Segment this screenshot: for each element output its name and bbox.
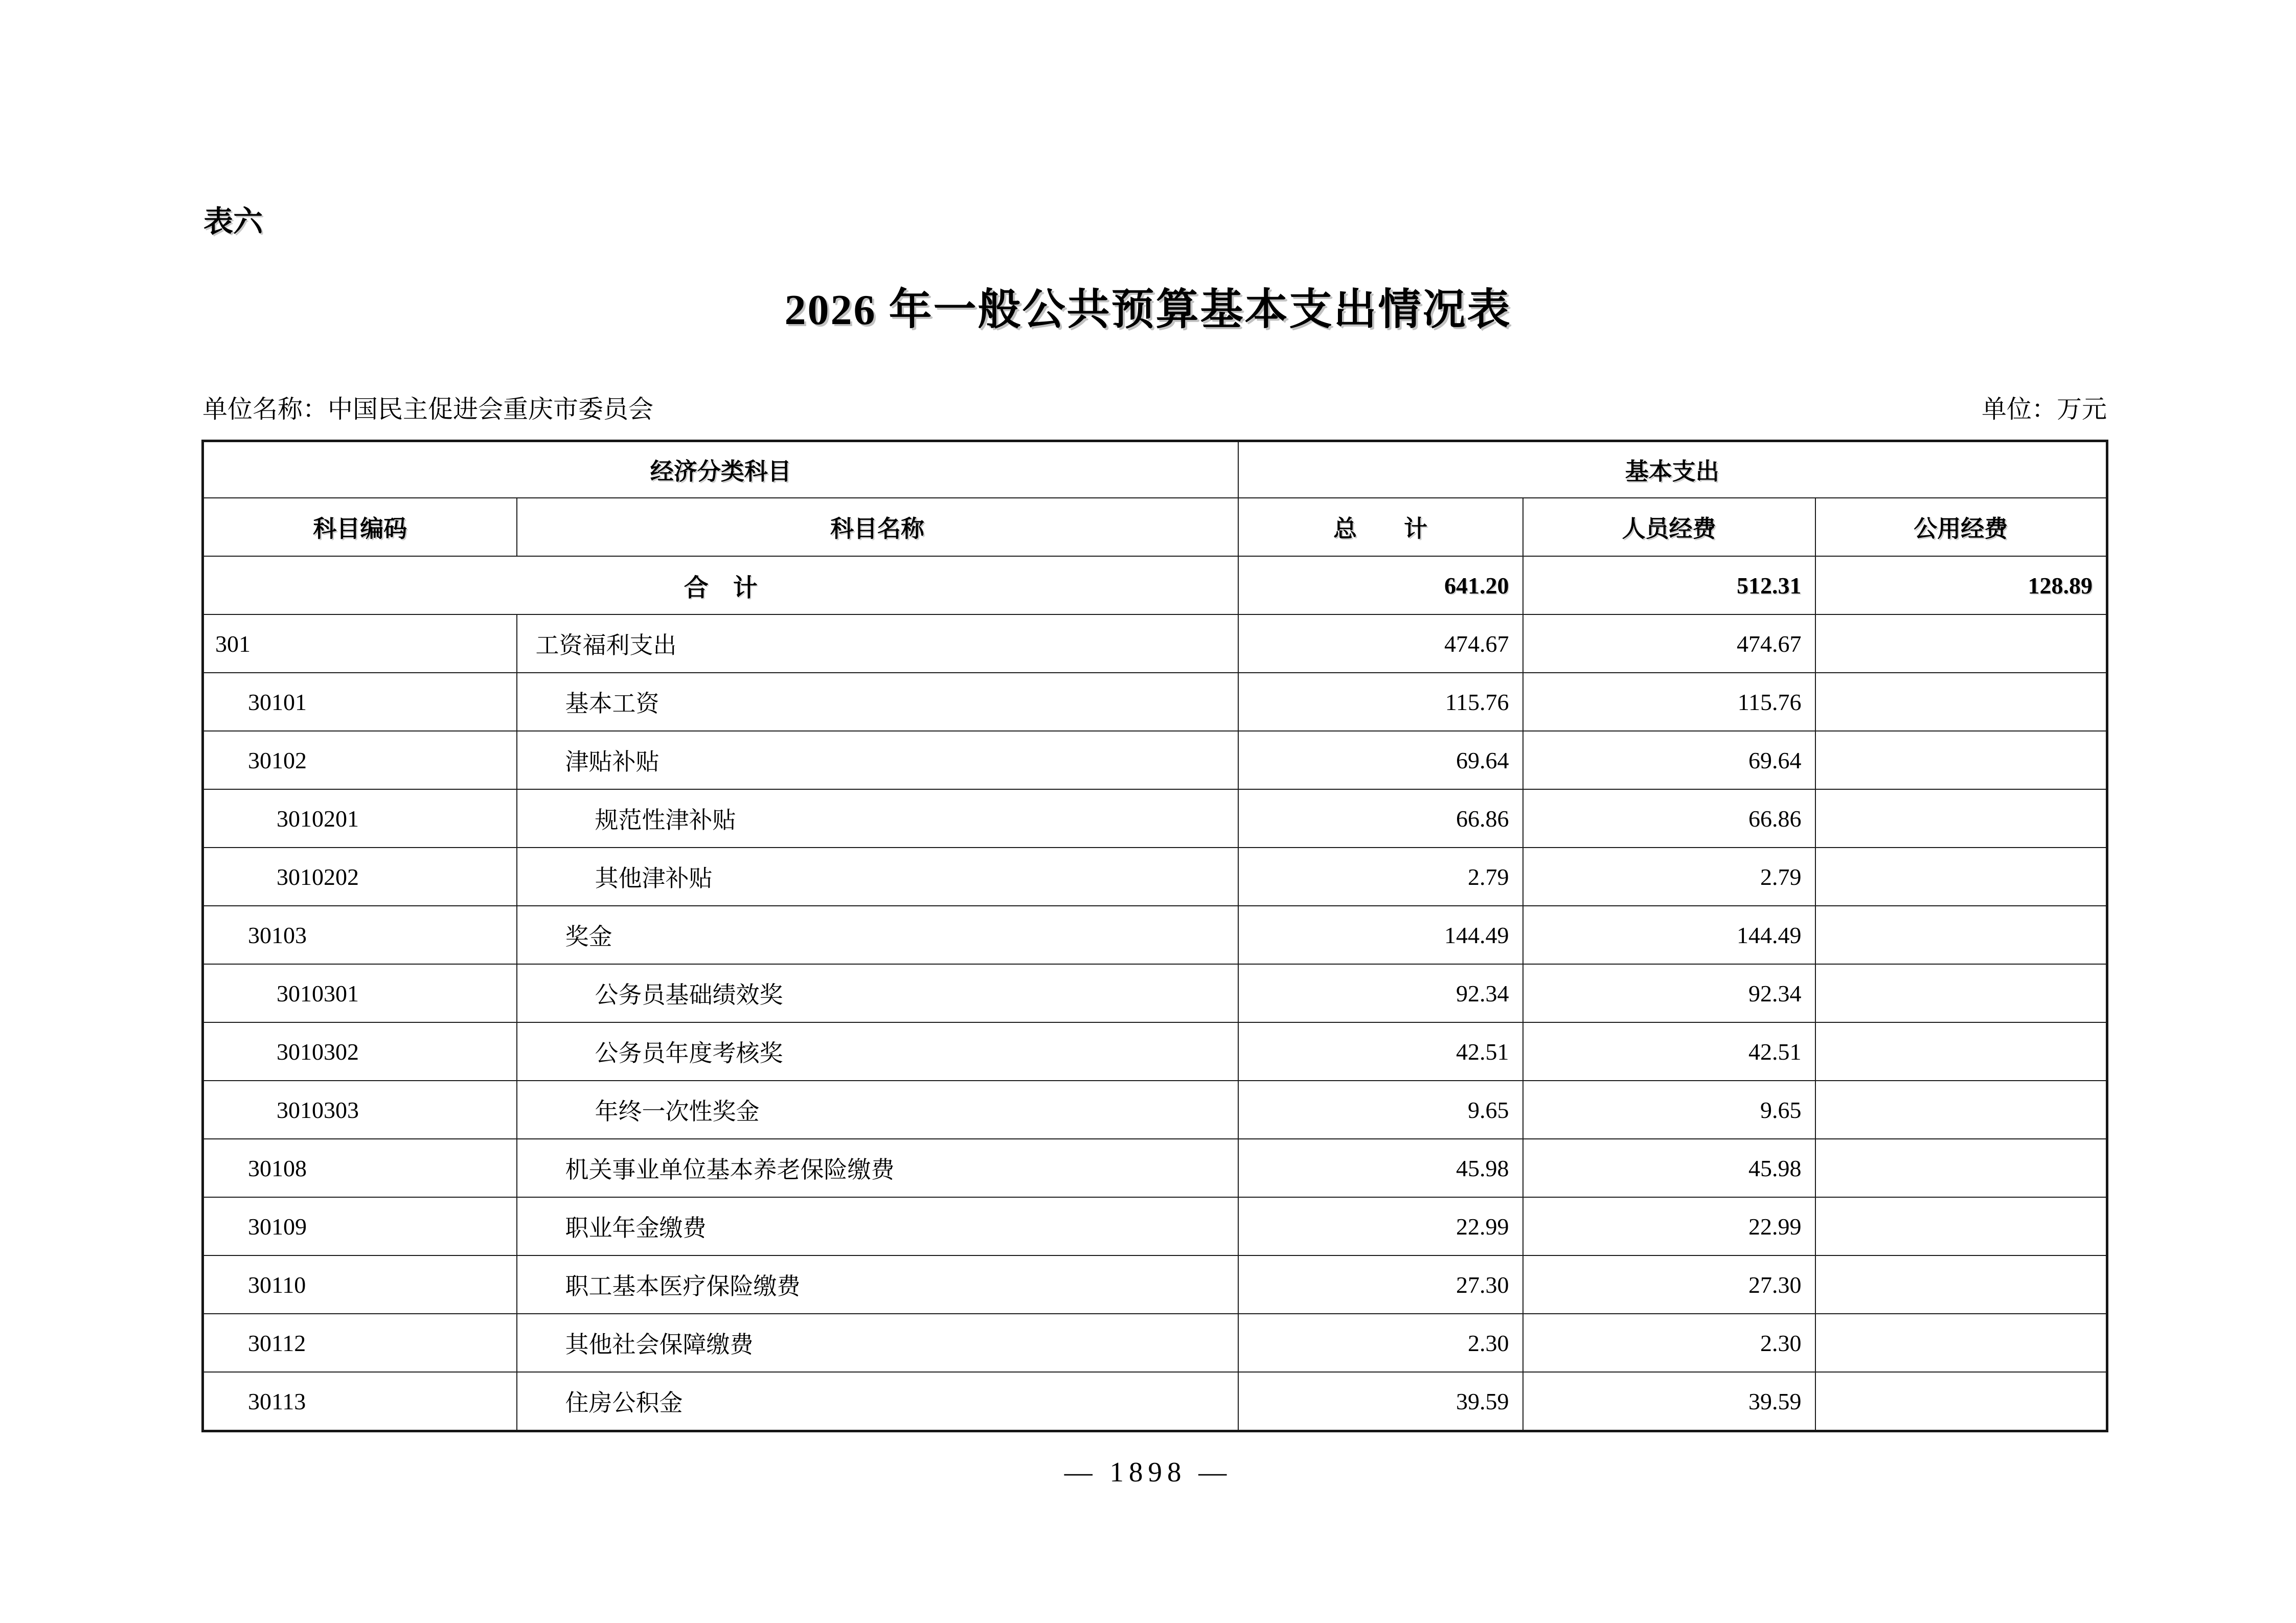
public-funds-cell: [1815, 614, 2107, 673]
public-funds-cell: [1815, 1255, 2107, 1314]
unit-name-label: 单位名称：中国民主促进会重庆市委员会: [202, 395, 654, 423]
public-funds-cell: [1815, 1081, 2107, 1139]
subject-name-cell: 机关事业单位基本养老保险缴费: [517, 1139, 1238, 1197]
table-row: [203, 848, 2107, 906]
public-funds-cell: [1815, 1372, 2107, 1431]
subject-name-cell: 年终一次性奖金: [517, 1081, 1238, 1139]
public-funds-cell: [1815, 906, 2107, 964]
subject-name-cell: 基本工资: [517, 673, 1238, 731]
public-funds-cell: [1815, 964, 2107, 1022]
table-number-label: 表六: [203, 205, 263, 238]
public-funds-cell: [1815, 1139, 2107, 1197]
column-header-row: [203, 498, 2107, 556]
table-row: [203, 614, 2107, 673]
subject-name-cell: 住房公积金: [517, 1372, 1238, 1431]
personnel-funds-cell: 27.30: [1523, 1255, 1815, 1314]
table-row: [203, 789, 2107, 848]
subject-code-cell: 30110: [203, 1255, 517, 1314]
total-value-cell: 22.99: [1238, 1197, 1523, 1255]
personnel-funds-cell: 2.79: [1523, 848, 1815, 906]
table-row: [203, 1255, 2107, 1314]
col-header-personnel-funds: 人员经费: [1523, 498, 1815, 556]
page-title: 2026 年一般公共预算基本支出情况表: [784, 286, 1512, 334]
subject-code-cell: 3010201: [203, 789, 517, 848]
subject-code-cell: 30103: [203, 906, 517, 964]
subject-name-cell: 津贴补贴: [517, 731, 1238, 789]
public-funds-cell: 128.89: [1815, 556, 2107, 614]
public-funds-cell: [1815, 673, 2107, 731]
subject-code-cell: 30102: [203, 731, 517, 789]
subject-name-cell: 其他社会保障缴费: [517, 1314, 1238, 1372]
total-value-cell: 69.64: [1238, 731, 1523, 789]
subject-code-cell: 30108: [203, 1139, 517, 1197]
personnel-funds-cell: 512.31: [1523, 556, 1815, 614]
table-body: [203, 556, 2107, 1431]
subject-code-cell: 3010301: [203, 964, 517, 1022]
table-row: [203, 906, 2107, 964]
table-row: [203, 1314, 2107, 1372]
subject-code-cell: 3010303: [203, 1081, 517, 1139]
table-row: [203, 1139, 2107, 1197]
col-header-subject-name: 科目名称: [517, 498, 1238, 556]
subject-name-cell: 公务员基础绩效奖: [517, 964, 1238, 1022]
subject-code-cell: 30112: [203, 1314, 517, 1372]
personnel-funds-cell: 92.34: [1523, 964, 1815, 1022]
page-number: — 1898 —: [1064, 1456, 1232, 1488]
table-row: [203, 673, 2107, 731]
public-funds-cell: [1815, 1022, 2107, 1081]
col-header-public-funds: 公用经费: [1815, 498, 2107, 556]
total-value-cell: 66.86: [1238, 789, 1523, 848]
total-value-cell: 27.30: [1238, 1255, 1523, 1314]
personnel-funds-cell: 69.64: [1523, 731, 1815, 789]
total-value-cell: 42.51: [1238, 1022, 1523, 1081]
table-row: [203, 1197, 2107, 1255]
personnel-funds-cell: 474.67: [1523, 614, 1815, 673]
subject-name-cell: 职工基本医疗保险缴费: [517, 1255, 1238, 1314]
subject-code-cell: 3010302: [203, 1022, 517, 1081]
personnel-funds-cell: 115.76: [1523, 673, 1815, 731]
total-value-cell: 39.59: [1238, 1372, 1523, 1431]
total-value-cell: 2.30: [1238, 1314, 1523, 1372]
subject-code-cell: 30109: [203, 1197, 517, 1255]
subject-name-cell: 其他津补贴: [517, 848, 1238, 906]
group-header-row: [203, 441, 2107, 498]
total-value-cell: 92.34: [1238, 964, 1523, 1022]
table-row: [203, 1081, 2107, 1139]
subject-name-cell: 公务员年度考核奖: [517, 1022, 1238, 1081]
personnel-funds-cell: 9.65: [1523, 1081, 1815, 1139]
personnel-funds-cell: 42.51: [1523, 1022, 1815, 1081]
col-header-subject-code: 科目编码: [203, 498, 517, 556]
group-header-economic-classification: 经济分类科目: [203, 441, 1238, 498]
subject-name-cell: 奖金: [517, 906, 1238, 964]
group-header-basic-expenditure: 基本支出: [1238, 441, 2107, 498]
total-value-cell: 144.49: [1238, 906, 1523, 964]
public-funds-cell: [1815, 731, 2107, 789]
public-funds-cell: [1815, 789, 2107, 848]
table-row: [203, 1372, 2107, 1431]
public-funds-cell: [1815, 1314, 2107, 1372]
subject-name-cell: 职业年金缴费: [517, 1197, 1238, 1255]
personnel-funds-cell: 2.30: [1523, 1314, 1815, 1372]
total-value-cell: 474.67: [1238, 614, 1523, 673]
personnel-funds-cell: 144.49: [1523, 906, 1815, 964]
table-row: [203, 964, 2107, 1022]
currency-unit-label: 单位：万元: [1981, 395, 2107, 423]
total-row-label: 合 计: [203, 556, 1238, 614]
table-row: [203, 731, 2107, 789]
subject-code-cell: 30113: [203, 1372, 517, 1431]
subject-code-cell: 301: [203, 614, 517, 673]
col-header-total: 总 计: [1238, 498, 1523, 556]
public-funds-cell: [1815, 1197, 2107, 1255]
budget-table: [201, 440, 2108, 1432]
subject-name-cell: 工资福利支出: [517, 614, 1238, 673]
total-value-cell: 115.76: [1238, 673, 1523, 731]
personnel-funds-cell: 22.99: [1523, 1197, 1815, 1255]
total-value-cell: 2.79: [1238, 848, 1523, 906]
public-funds-cell: [1815, 848, 2107, 906]
meta-row: [202, 390, 2107, 425]
total-value-cell: 9.65: [1238, 1081, 1523, 1139]
subject-code-cell: 3010202: [203, 848, 517, 906]
personnel-funds-cell: 45.98: [1523, 1139, 1815, 1197]
table-header: [203, 441, 2107, 557]
table-row: [203, 1022, 2107, 1081]
total-value-cell: 641.20: [1238, 556, 1523, 614]
subject-name-cell: 规范性津补贴: [517, 789, 1238, 848]
personnel-funds-cell: 39.59: [1523, 1372, 1815, 1431]
total-value-cell: 45.98: [1238, 1139, 1523, 1197]
total-row: [203, 556, 2107, 614]
subject-code-cell: 30101: [203, 673, 517, 731]
personnel-funds-cell: 66.86: [1523, 789, 1815, 848]
